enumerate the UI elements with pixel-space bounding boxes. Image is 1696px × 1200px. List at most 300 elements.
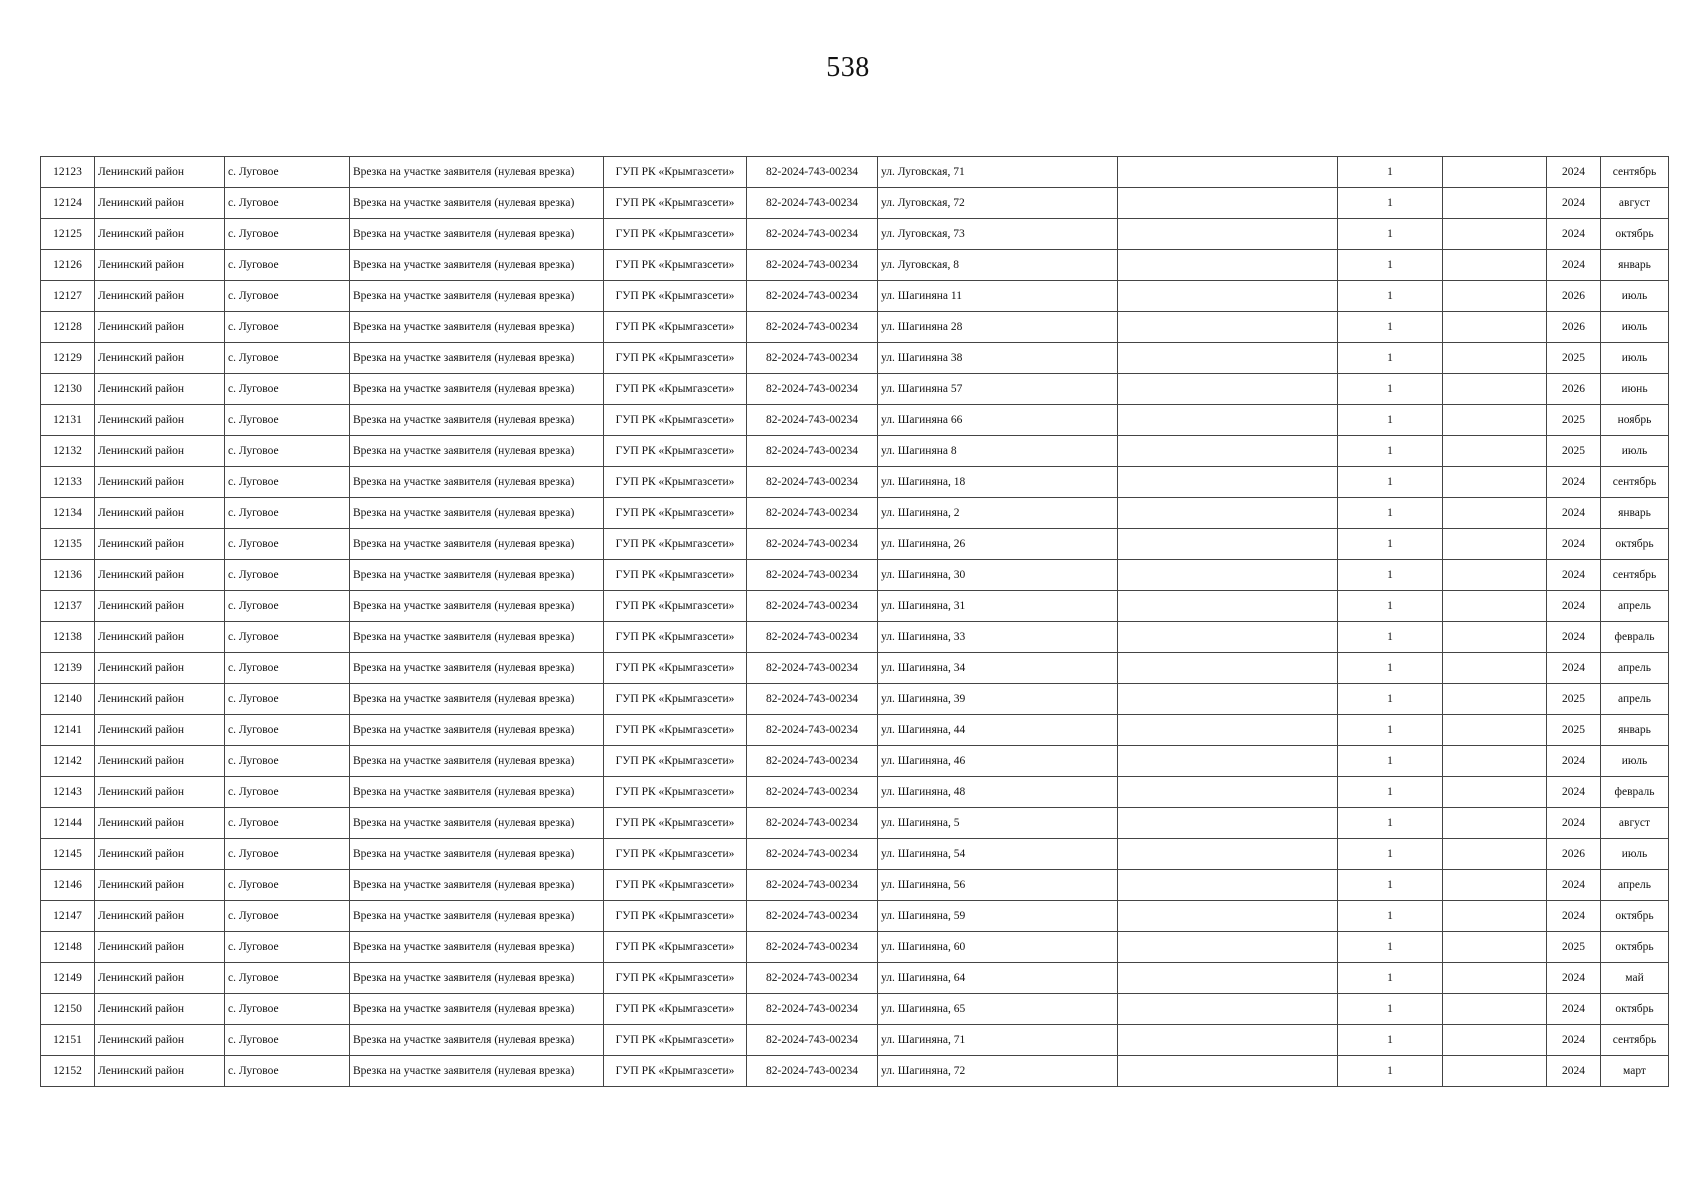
organization-cell: ГУП РК «Крымгазсети» (604, 901, 747, 932)
table-row (41, 715, 1669, 746)
month-cell: октябрь (1601, 901, 1669, 932)
extra-cell (1443, 529, 1547, 560)
work-description-cell: Врезка на участке заявителя (нулевая врезка) (350, 622, 604, 653)
work-description-cell: Врезка на участке заявителя (нулевая врезка) (350, 746, 604, 777)
table-row (41, 188, 1669, 219)
program-code-cell: 82-2024-743-00234 (747, 1056, 878, 1087)
year-cell: 2025 (1547, 715, 1601, 746)
district-cell: Ленинский район (95, 436, 225, 467)
extra-cell (1443, 715, 1547, 746)
district-cell: Ленинский район (95, 343, 225, 374)
row-number: 12138 (41, 622, 95, 653)
quantity-cell: 1 (1338, 870, 1443, 901)
organization-cell: ГУП РК «Крымгазсети» (604, 436, 747, 467)
month-cell: июль (1601, 312, 1669, 343)
table-row (41, 839, 1669, 870)
note-cell (1118, 560, 1338, 591)
organization-cell: ГУП РК «Крымгазсети» (604, 405, 747, 436)
table-row (41, 250, 1669, 281)
row-number: 12137 (41, 591, 95, 622)
program-code-cell: 82-2024-743-00234 (747, 746, 878, 777)
table-row (41, 1025, 1669, 1056)
note-cell (1118, 746, 1338, 777)
note-cell (1118, 901, 1338, 932)
district-cell: Ленинский район (95, 932, 225, 963)
settlement-cell: с. Луговое (225, 1025, 350, 1056)
settlement-cell: с. Луговое (225, 250, 350, 281)
organization-cell: ГУП РК «Крымгазсети» (604, 157, 747, 188)
month-cell: ноябрь (1601, 405, 1669, 436)
work-description-cell: Врезка на участке заявителя (нулевая врезка) (350, 374, 604, 405)
note-cell (1118, 932, 1338, 963)
settlement-cell: с. Луговое (225, 715, 350, 746)
work-description-cell: Врезка на участке заявителя (нулевая врезка) (350, 653, 604, 684)
organization-cell: ГУП РК «Крымгазсети» (604, 684, 747, 715)
month-cell: июнь (1601, 374, 1669, 405)
organization-cell: ГУП РК «Крымгазсети» (604, 808, 747, 839)
quantity-cell: 1 (1338, 436, 1443, 467)
note-cell (1118, 1025, 1338, 1056)
work-description-cell: Врезка на участке заявителя (нулевая врезка) (350, 250, 604, 281)
organization-cell: ГУП РК «Крымгазсети» (604, 312, 747, 343)
address-cell: ул. Шагиняна, 54 (878, 839, 1118, 870)
note-cell (1118, 839, 1338, 870)
district-cell: Ленинский район (95, 374, 225, 405)
note-cell (1118, 219, 1338, 250)
address-cell: ул. Луговская, 8 (878, 250, 1118, 281)
district-cell: Ленинский район (95, 157, 225, 188)
district-cell: Ленинский район (95, 312, 225, 343)
district-cell: Ленинский район (95, 746, 225, 777)
table-row (41, 281, 1669, 312)
row-number: 12152 (41, 1056, 95, 1087)
program-code-cell: 82-2024-743-00234 (747, 188, 878, 219)
program-code-cell: 82-2024-743-00234 (747, 560, 878, 591)
settlement-cell: с. Луговое (225, 994, 350, 1025)
extra-cell (1443, 312, 1547, 343)
work-description-cell: Врезка на участке заявителя (нулевая врезка) (350, 777, 604, 808)
settlement-cell: с. Луговое (225, 498, 350, 529)
row-number: 12140 (41, 684, 95, 715)
note-cell (1118, 188, 1338, 219)
table-body (41, 157, 1669, 1087)
address-cell: ул. Шагиняна, 71 (878, 1025, 1118, 1056)
year-cell: 2026 (1547, 312, 1601, 343)
table-row (41, 684, 1669, 715)
month-cell: сентябрь (1601, 560, 1669, 591)
row-number: 12130 (41, 374, 95, 405)
settlement-cell: с. Луговое (225, 622, 350, 653)
quantity-cell: 1 (1338, 901, 1443, 932)
organization-cell: ГУП РК «Крымгазсети» (604, 746, 747, 777)
quantity-cell: 1 (1338, 405, 1443, 436)
row-number: 12149 (41, 963, 95, 994)
district-cell: Ленинский район (95, 901, 225, 932)
month-cell: апрель (1601, 684, 1669, 715)
note-cell (1118, 622, 1338, 653)
year-cell: 2024 (1547, 901, 1601, 932)
program-code-cell: 82-2024-743-00234 (747, 405, 878, 436)
program-code-cell: 82-2024-743-00234 (747, 1025, 878, 1056)
note-cell (1118, 653, 1338, 684)
year-cell: 2024 (1547, 157, 1601, 188)
note-cell (1118, 808, 1338, 839)
month-cell: март (1601, 1056, 1669, 1087)
month-cell: сентябрь (1601, 157, 1669, 188)
organization-cell: ГУП РК «Крымгазсети» (604, 1025, 747, 1056)
address-cell: ул. Шагиняна, 33 (878, 622, 1118, 653)
organization-cell: ГУП РК «Крымгазсети» (604, 343, 747, 374)
quantity-cell: 1 (1338, 281, 1443, 312)
program-code-cell: 82-2024-743-00234 (747, 901, 878, 932)
table-row (41, 157, 1669, 188)
settlement-cell: с. Луговое (225, 188, 350, 219)
address-cell: ул. Шагиняна 11 (878, 281, 1118, 312)
extra-cell (1443, 932, 1547, 963)
address-cell: ул. Шагиняна, 31 (878, 591, 1118, 622)
settlement-cell: с. Луговое (225, 901, 350, 932)
program-code-cell: 82-2024-743-00234 (747, 312, 878, 343)
year-cell: 2025 (1547, 436, 1601, 467)
extra-cell (1443, 622, 1547, 653)
address-cell: ул. Шагиняна, 2 (878, 498, 1118, 529)
quantity-cell: 1 (1338, 498, 1443, 529)
organization-cell: ГУП РК «Крымгазсети» (604, 963, 747, 994)
month-cell: август (1601, 808, 1669, 839)
year-cell: 2024 (1547, 250, 1601, 281)
quantity-cell: 1 (1338, 529, 1443, 560)
work-description-cell: Врезка на участке заявителя (нулевая врезка) (350, 1025, 604, 1056)
year-cell: 2026 (1547, 839, 1601, 870)
program-code-cell: 82-2024-743-00234 (747, 281, 878, 312)
quantity-cell: 1 (1338, 746, 1443, 777)
note-cell (1118, 870, 1338, 901)
address-cell: ул. Шагиняна 28 (878, 312, 1118, 343)
organization-cell: ГУП РК «Крымгазсети» (604, 653, 747, 684)
settlement-cell: с. Луговое (225, 312, 350, 343)
work-description-cell: Врезка на участке заявителя (нулевая врезка) (350, 1056, 604, 1087)
extra-cell (1443, 653, 1547, 684)
address-cell: ул. Шагиняна 57 (878, 374, 1118, 405)
settlement-cell: с. Луговое (225, 467, 350, 498)
table-row (41, 777, 1669, 808)
table-row (41, 653, 1669, 684)
note-cell (1118, 374, 1338, 405)
district-cell: Ленинский район (95, 188, 225, 219)
work-description-cell: Врезка на участке заявителя (нулевая врезка) (350, 405, 604, 436)
row-number: 12133 (41, 467, 95, 498)
note-cell (1118, 994, 1338, 1025)
address-cell: ул. Луговская, 72 (878, 188, 1118, 219)
row-number: 12143 (41, 777, 95, 808)
address-cell: ул. Шагиняна, 18 (878, 467, 1118, 498)
extra-cell (1443, 746, 1547, 777)
program-code-cell: 82-2024-743-00234 (747, 591, 878, 622)
year-cell: 2024 (1547, 808, 1601, 839)
month-cell: январь (1601, 498, 1669, 529)
quantity-cell: 1 (1338, 591, 1443, 622)
table-row (41, 219, 1669, 250)
table-row (41, 591, 1669, 622)
note-cell (1118, 405, 1338, 436)
year-cell: 2024 (1547, 994, 1601, 1025)
work-description-cell: Врезка на участке заявителя (нулевая врезка) (350, 312, 604, 343)
program-code-cell: 82-2024-743-00234 (747, 467, 878, 498)
extra-cell (1443, 343, 1547, 374)
address-cell: ул. Шагиняна, 65 (878, 994, 1118, 1025)
month-cell: апрель (1601, 870, 1669, 901)
table-row (41, 560, 1669, 591)
settlement-cell: с. Луговое (225, 281, 350, 312)
month-cell: август (1601, 188, 1669, 219)
district-cell: Ленинский район (95, 839, 225, 870)
organization-cell: ГУП РК «Крымгазсети» (604, 839, 747, 870)
year-cell: 2024 (1547, 870, 1601, 901)
address-cell: ул. Шагиняна, 64 (878, 963, 1118, 994)
settlement-cell: с. Луговое (225, 1056, 350, 1087)
quantity-cell: 1 (1338, 560, 1443, 591)
organization-cell: ГУП РК «Крымгазсети» (604, 250, 747, 281)
district-cell: Ленинский район (95, 405, 225, 436)
work-description-cell: Врезка на участке заявителя (нулевая врезка) (350, 684, 604, 715)
district-cell: Ленинский район (95, 281, 225, 312)
year-cell: 2024 (1547, 467, 1601, 498)
note-cell (1118, 715, 1338, 746)
note-cell (1118, 498, 1338, 529)
row-number: 12141 (41, 715, 95, 746)
work-description-cell: Врезка на участке заявителя (нулевая врезка) (350, 994, 604, 1025)
extra-cell (1443, 684, 1547, 715)
work-description-cell: Врезка на участке заявителя (нулевая врезка) (350, 715, 604, 746)
work-description-cell: Врезка на участке заявителя (нулевая врезка) (350, 963, 604, 994)
row-number: 12145 (41, 839, 95, 870)
row-number: 12129 (41, 343, 95, 374)
work-description-cell: Врезка на участке заявителя (нулевая врезка) (350, 560, 604, 591)
work-description-cell: Врезка на участке заявителя (нулевая врезка) (350, 839, 604, 870)
row-number: 12148 (41, 932, 95, 963)
district-cell: Ленинский район (95, 684, 225, 715)
month-cell: июль (1601, 281, 1669, 312)
extra-cell (1443, 777, 1547, 808)
note-cell (1118, 157, 1338, 188)
district-cell: Ленинский район (95, 560, 225, 591)
organization-cell: ГУП РК «Крымгазсети» (604, 591, 747, 622)
address-cell: ул. Шагиняна, 5 (878, 808, 1118, 839)
extra-cell (1443, 405, 1547, 436)
year-cell: 2025 (1547, 343, 1601, 374)
quantity-cell: 1 (1338, 777, 1443, 808)
settlement-cell: с. Луговое (225, 560, 350, 591)
program-code-cell: 82-2024-743-00234 (747, 870, 878, 901)
registry-table (40, 156, 1669, 1087)
district-cell: Ленинский район (95, 250, 225, 281)
row-number: 12144 (41, 808, 95, 839)
district-cell: Ленинский район (95, 653, 225, 684)
month-cell: апрель (1601, 591, 1669, 622)
settlement-cell: с. Луговое (225, 684, 350, 715)
organization-cell: ГУП РК «Крымгазсети» (604, 1056, 747, 1087)
quantity-cell: 1 (1338, 250, 1443, 281)
work-description-cell: Врезка на участке заявителя (нулевая врезка) (350, 529, 604, 560)
work-description-cell: Врезка на участке заявителя (нулевая врезка) (350, 219, 604, 250)
note-cell (1118, 684, 1338, 715)
month-cell: февраль (1601, 777, 1669, 808)
work-description-cell: Врезка на участке заявителя (нулевая врезка) (350, 343, 604, 374)
note-cell (1118, 529, 1338, 560)
work-description-cell: Врезка на участке заявителя (нулевая врезка) (350, 157, 604, 188)
work-description-cell: Врезка на участке заявителя (нулевая врезка) (350, 281, 604, 312)
program-code-cell: 82-2024-743-00234 (747, 374, 878, 405)
organization-cell: ГУП РК «Крымгазсети» (604, 374, 747, 405)
quantity-cell: 1 (1338, 932, 1443, 963)
year-cell: 2025 (1547, 932, 1601, 963)
program-code-cell: 82-2024-743-00234 (747, 715, 878, 746)
district-cell: Ленинский район (95, 498, 225, 529)
organization-cell: ГУП РК «Крымгазсети» (604, 219, 747, 250)
row-number: 12131 (41, 405, 95, 436)
month-cell: октябрь (1601, 932, 1669, 963)
extra-cell (1443, 994, 1547, 1025)
extra-cell (1443, 374, 1547, 405)
row-number: 12135 (41, 529, 95, 560)
settlement-cell: с. Луговое (225, 777, 350, 808)
address-cell: ул. Шагиняна, 34 (878, 653, 1118, 684)
program-code-cell: 82-2024-743-00234 (747, 343, 878, 374)
table-row (41, 963, 1669, 994)
work-description-cell: Врезка на участке заявителя (нулевая врезка) (350, 870, 604, 901)
table-row (41, 498, 1669, 529)
district-cell: Ленинский район (95, 467, 225, 498)
quantity-cell: 1 (1338, 1025, 1443, 1056)
quantity-cell: 1 (1338, 622, 1443, 653)
month-cell: февраль (1601, 622, 1669, 653)
year-cell: 2026 (1547, 281, 1601, 312)
month-cell: октябрь (1601, 219, 1669, 250)
organization-cell: ГУП РК «Крымгазсети» (604, 467, 747, 498)
organization-cell: ГУП РК «Крымгазсети» (604, 932, 747, 963)
district-cell: Ленинский район (95, 963, 225, 994)
table-row (41, 901, 1669, 932)
row-number: 12123 (41, 157, 95, 188)
settlement-cell: с. Луговое (225, 374, 350, 405)
program-code-cell: 82-2024-743-00234 (747, 684, 878, 715)
settlement-cell: с. Луговое (225, 405, 350, 436)
table-row (41, 622, 1669, 653)
settlement-cell: с. Луговое (225, 808, 350, 839)
program-code-cell: 82-2024-743-00234 (747, 777, 878, 808)
year-cell: 2024 (1547, 777, 1601, 808)
year-cell: 2024 (1547, 591, 1601, 622)
note-cell (1118, 467, 1338, 498)
address-cell: ул. Шагиняна, 46 (878, 746, 1118, 777)
organization-cell: ГУП РК «Крымгазсети» (604, 622, 747, 653)
extra-cell (1443, 839, 1547, 870)
month-cell: июль (1601, 839, 1669, 870)
district-cell: Ленинский район (95, 591, 225, 622)
year-cell: 2024 (1547, 963, 1601, 994)
row-number: 12125 (41, 219, 95, 250)
note-cell (1118, 343, 1338, 374)
district-cell: Ленинский район (95, 994, 225, 1025)
extra-cell (1443, 963, 1547, 994)
program-code-cell: 82-2024-743-00234 (747, 622, 878, 653)
quantity-cell: 1 (1338, 808, 1443, 839)
program-code-cell: 82-2024-743-00234 (747, 932, 878, 963)
year-cell: 2025 (1547, 684, 1601, 715)
extra-cell (1443, 1056, 1547, 1087)
note-cell (1118, 312, 1338, 343)
settlement-cell: с. Луговое (225, 653, 350, 684)
extra-cell (1443, 219, 1547, 250)
organization-cell: ГУП РК «Крымгазсети» (604, 498, 747, 529)
table-row (41, 870, 1669, 901)
table-row (41, 529, 1669, 560)
extra-cell (1443, 560, 1547, 591)
row-number: 12126 (41, 250, 95, 281)
row-number: 12132 (41, 436, 95, 467)
organization-cell: ГУП РК «Крымгазсети» (604, 715, 747, 746)
work-description-cell: Врезка на участке заявителя (нулевая врезка) (350, 901, 604, 932)
district-cell: Ленинский район (95, 777, 225, 808)
extra-cell (1443, 250, 1547, 281)
organization-cell: ГУП РК «Крымгазсети» (604, 529, 747, 560)
quantity-cell: 1 (1338, 467, 1443, 498)
address-cell: ул. Луговская, 71 (878, 157, 1118, 188)
year-cell: 2024 (1547, 188, 1601, 219)
extra-cell (1443, 808, 1547, 839)
year-cell: 2024 (1547, 746, 1601, 777)
extra-cell (1443, 157, 1547, 188)
note-cell (1118, 281, 1338, 312)
organization-cell: ГУП РК «Крымгазсети» (604, 994, 747, 1025)
month-cell: июль (1601, 343, 1669, 374)
month-cell: июль (1601, 436, 1669, 467)
table-row (41, 436, 1669, 467)
row-number: 12146 (41, 870, 95, 901)
work-description-cell: Врезка на участке заявителя (нулевая врезка) (350, 498, 604, 529)
program-code-cell: 82-2024-743-00234 (747, 529, 878, 560)
row-number: 12136 (41, 560, 95, 591)
year-cell: 2024 (1547, 219, 1601, 250)
table-row (41, 932, 1669, 963)
quantity-cell: 1 (1338, 312, 1443, 343)
row-number: 12134 (41, 498, 95, 529)
settlement-cell: с. Луговое (225, 870, 350, 901)
work-description-cell: Врезка на участке заявителя (нулевая врезка) (350, 436, 604, 467)
settlement-cell: с. Луговое (225, 746, 350, 777)
month-cell: январь (1601, 250, 1669, 281)
district-cell: Ленинский район (95, 870, 225, 901)
program-code-cell: 82-2024-743-00234 (747, 808, 878, 839)
work-description-cell: Врезка на участке заявителя (нулевая врезка) (350, 467, 604, 498)
address-cell: ул. Шагиняна 38 (878, 343, 1118, 374)
row-number: 12147 (41, 901, 95, 932)
district-cell: Ленинский район (95, 622, 225, 653)
address-cell: ул. Шагиняна, 48 (878, 777, 1118, 808)
address-cell: ул. Шагиняна, 72 (878, 1056, 1118, 1087)
settlement-cell: с. Луговое (225, 157, 350, 188)
month-cell: октябрь (1601, 529, 1669, 560)
table-row (41, 405, 1669, 436)
year-cell: 2024 (1547, 560, 1601, 591)
extra-cell (1443, 467, 1547, 498)
settlement-cell: с. Луговое (225, 219, 350, 250)
extra-cell (1443, 498, 1547, 529)
settlement-cell: с. Луговое (225, 591, 350, 622)
quantity-cell: 1 (1338, 963, 1443, 994)
note-cell (1118, 250, 1338, 281)
settlement-cell: с. Луговое (225, 963, 350, 994)
